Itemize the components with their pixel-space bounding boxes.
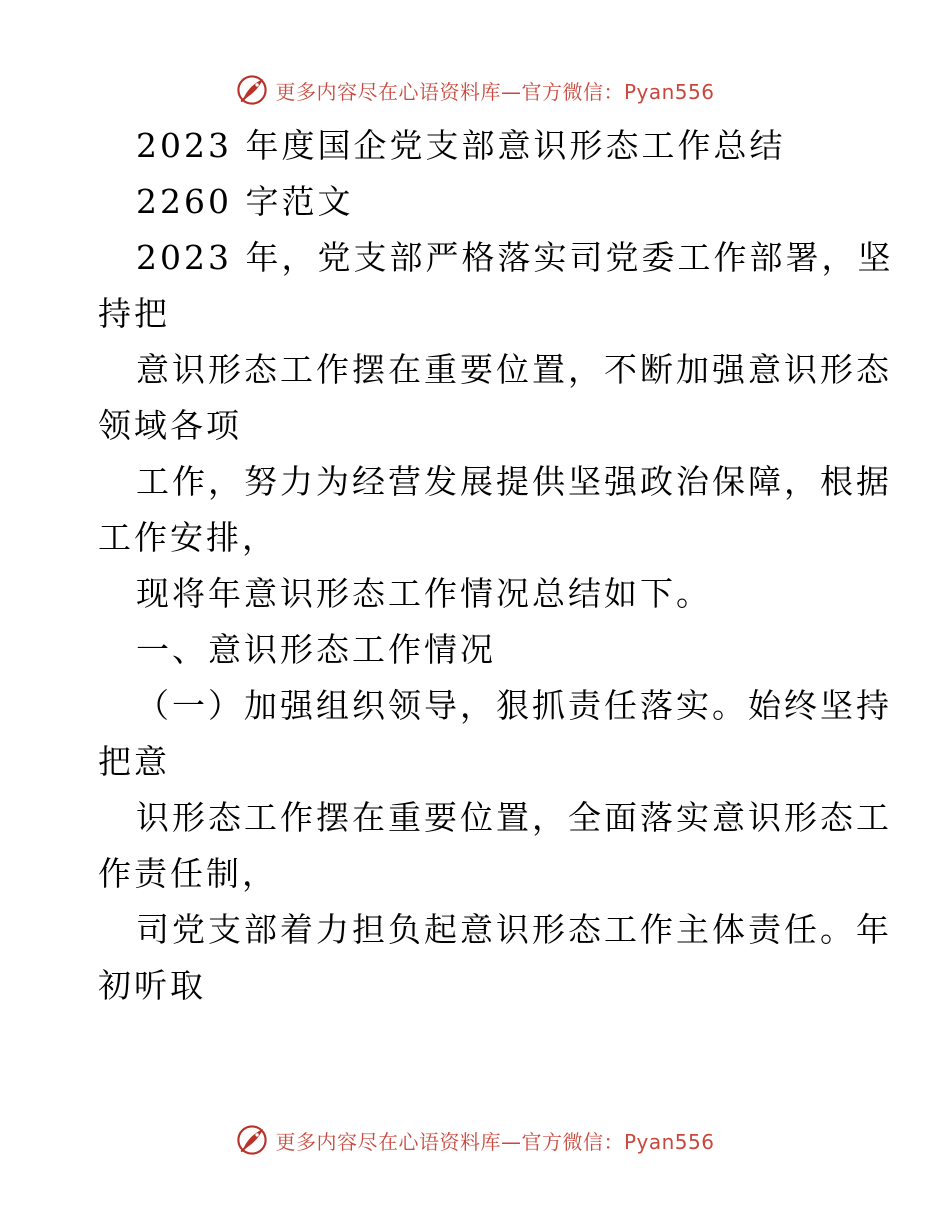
footer-watermark (0, 1120, 950, 1160)
document-line: 工作，努力为经营发展提供坚强政治保障，根据 (136, 462, 892, 501)
document-line: 一、意识形态工作情况 (136, 630, 496, 669)
quill-pen-logo-icon (235, 1123, 269, 1157)
watermark-text: 更多内容尽在心语资料库—官方微信：Pyan556 (275, 79, 715, 104)
document-line: 2023 年，党支部严格落实司党委工作部署，坚 (136, 238, 894, 277)
footer-watermark-inner (235, 1123, 714, 1157)
document-line: （一）加强组织领导，狠抓责任落实。始终坚持 (136, 686, 892, 725)
document-line: 作责任制， (98, 854, 278, 893)
document-line: 初听取 (98, 966, 206, 1005)
document-line: 意识形态工作摆在重要位置，不断加强意识形态 (136, 350, 892, 389)
document-line: 2260 字范文 (136, 182, 354, 221)
header-watermark (0, 70, 950, 110)
document-line: 工作安排， (98, 518, 278, 557)
watermark-text: 更多内容尽在心语资料库—官方微信：Pyan556 (275, 1129, 715, 1154)
document-body (98, 118, 894, 1014)
document-line: 司党支部着力担负起意识形态工作主体责任。年 (136, 910, 892, 949)
quill-pen-logo-icon (235, 73, 269, 107)
document-line: 2023 年度国企党支部意识形态工作总结 (136, 126, 786, 165)
header-watermark-inner (235, 73, 714, 107)
document-line: 现将年意识形态工作情况总结如下。 (136, 574, 712, 613)
document-line: 识形态工作摆在重要位置，全面落实意识形态工 (136, 798, 892, 837)
document-line: 把意 (98, 742, 170, 781)
document-line: 持把 (98, 294, 170, 333)
document-line: 领域各项 (98, 406, 242, 445)
